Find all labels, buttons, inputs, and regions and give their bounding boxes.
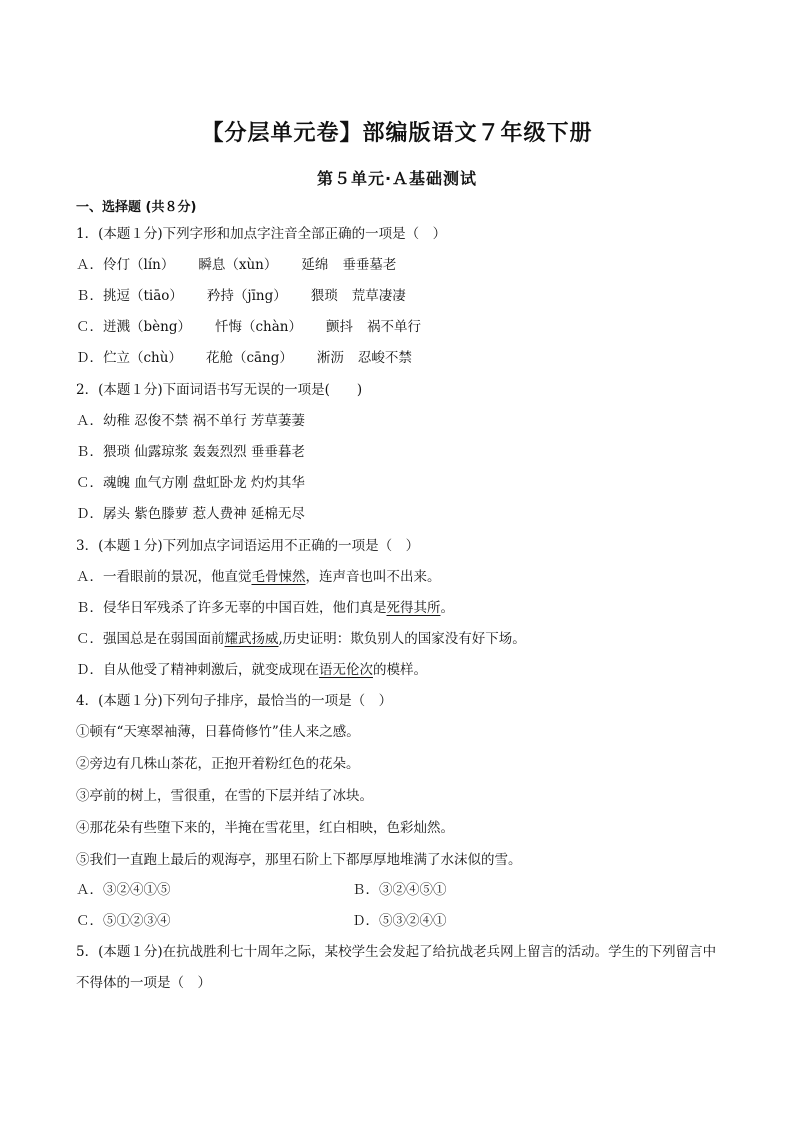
question-2-option-b: Ｂ．猥琐 仙露琼浆 轰轰烈烈 垂垂暮老 bbox=[76, 444, 305, 460]
question-1-option-c bbox=[76, 317, 726, 337]
question-3-option-b bbox=[76, 598, 726, 618]
option-part: 矜持（jīng） bbox=[206, 288, 287, 304]
question-4-option-a: Ａ．③②④①⑤ bbox=[76, 882, 171, 898]
option-part: 忏悔（chàn） bbox=[214, 319, 302, 335]
section-heading: 一、选择题 (共８分) bbox=[76, 200, 197, 215]
option-part: 猥琐 bbox=[310, 288, 338, 304]
question-4-sentence-5: ⑤我们一直跑上最后的观海亭，那里石阶上下都厚厚地堆满了水沫似的雪。 bbox=[76, 852, 522, 868]
question-5-stem: 5．(本题１分)在抗战胜利七十周年之际，某校学生会发起了给抗战老兵网上留言的活动。学生的下列留言中不得体的一项是（ ） bbox=[76, 944, 717, 991]
document-title: 【分层单元卷】部编版语文７年级下册 bbox=[201, 121, 593, 146]
question-3-option-a bbox=[76, 567, 726, 587]
option-part: 颤抖 bbox=[325, 319, 353, 335]
question-4-sentence-4: ④那花朵有些堕下来的，半掩在雪花里，红白相映，色彩灿然。 bbox=[76, 820, 454, 836]
option-part: Ｃ．迸溅（bèng） bbox=[76, 319, 191, 335]
option-part: 祸不单行 bbox=[366, 319, 421, 335]
option-part: 花舱（cāng） bbox=[205, 350, 293, 366]
question-4-sentence-2: ②旁边有几株山茶花，正抱开着粉红色的花朵。 bbox=[76, 756, 360, 772]
question-4-sentence-1: ①顿有“天寒翠袖薄，日暮倚修竹”佳人来之感。 bbox=[76, 724, 360, 740]
question-3-option-d bbox=[76, 660, 726, 680]
option-text: Ｄ．自从他受了精神刺激后，就变成现在 bbox=[76, 662, 319, 678]
underlined-phrase: 死得其所 bbox=[386, 600, 441, 616]
option-text: Ａ．一看眼前的景况，他直觉 bbox=[76, 569, 252, 585]
question-4-stem: 4．(本题１分)下列句子排序，最恰当的一项是（ ） bbox=[76, 693, 393, 709]
question-1-option-b bbox=[76, 286, 726, 306]
option-part: 忍峻不禁 bbox=[357, 350, 412, 366]
option-text: 的模样。 bbox=[373, 662, 427, 678]
option-text: Ｂ．侵华日军残杀了许多无辜的中国百姓，他们真是 bbox=[76, 600, 387, 616]
option-part: 荒草凄凄 bbox=[351, 288, 406, 304]
underlined-phrase: 语无伦次 bbox=[319, 662, 373, 678]
question-2-stem: 2．(本题１分)下面词语书写无误的一项是( ) bbox=[76, 382, 363, 398]
option-part: 淅沥 bbox=[316, 350, 344, 366]
question-3-option-c bbox=[76, 629, 726, 649]
question-1-option-a bbox=[76, 255, 726, 275]
question-2-option-d: Ｄ．孱头 紫色滕萝 惹人费神 延棉无尽 bbox=[76, 506, 305, 522]
question-4-option-d: Ｄ．⑤③②④① bbox=[352, 913, 447, 929]
option-part: Ｄ．伫立（chù） bbox=[76, 350, 182, 366]
option-text: Ｃ．强国总是在弱国面前 bbox=[76, 631, 225, 647]
question-2-option-a: Ａ．幼稚 忍俊不禁 祸不单行 芳草萋萋 bbox=[76, 413, 305, 429]
document-subtitle: 第５单元·Ａ基础测试 bbox=[316, 169, 478, 188]
option-text: ,历史证明：欺负别人的国家没有好下场。 bbox=[278, 631, 526, 647]
option-text: ，连声音也叫不出来。 bbox=[305, 569, 441, 585]
question-4-option-c: Ｃ．⑤①②③④ bbox=[76, 913, 171, 929]
option-part: 垂垂墓老 bbox=[342, 257, 397, 273]
question-4-option-b: Ｂ．③②④⑤① bbox=[352, 882, 447, 898]
question-3-stem: 3．(本题１分)下列加点字词语运用不正确的一项是（ ） bbox=[76, 538, 420, 554]
option-part: 瞬息（xùn） bbox=[198, 257, 278, 273]
question-1-stem: 1．(本题１分)下列字形和加点字注音全部正确的一项是（ ） bbox=[76, 226, 447, 242]
question-1-option-d bbox=[76, 348, 726, 368]
question-2-option-c: Ｃ．魂魄 血气方刚 盘虹卧龙 灼灼其华 bbox=[76, 475, 305, 491]
underlined-phrase: 耀武扬威 bbox=[224, 631, 279, 647]
option-text: 。 bbox=[440, 600, 454, 616]
option-part: 延绵 bbox=[301, 257, 329, 273]
option-part: Ｂ．挑逗（tiāo） bbox=[76, 288, 183, 304]
underlined-phrase: 毛骨悚然 bbox=[251, 569, 306, 585]
option-part: Ａ．伶仃（lín） bbox=[76, 257, 175, 273]
question-4-sentence-3: ③亭前的树上，雪很重，在雪的下层并结了冰块。 bbox=[76, 788, 373, 804]
